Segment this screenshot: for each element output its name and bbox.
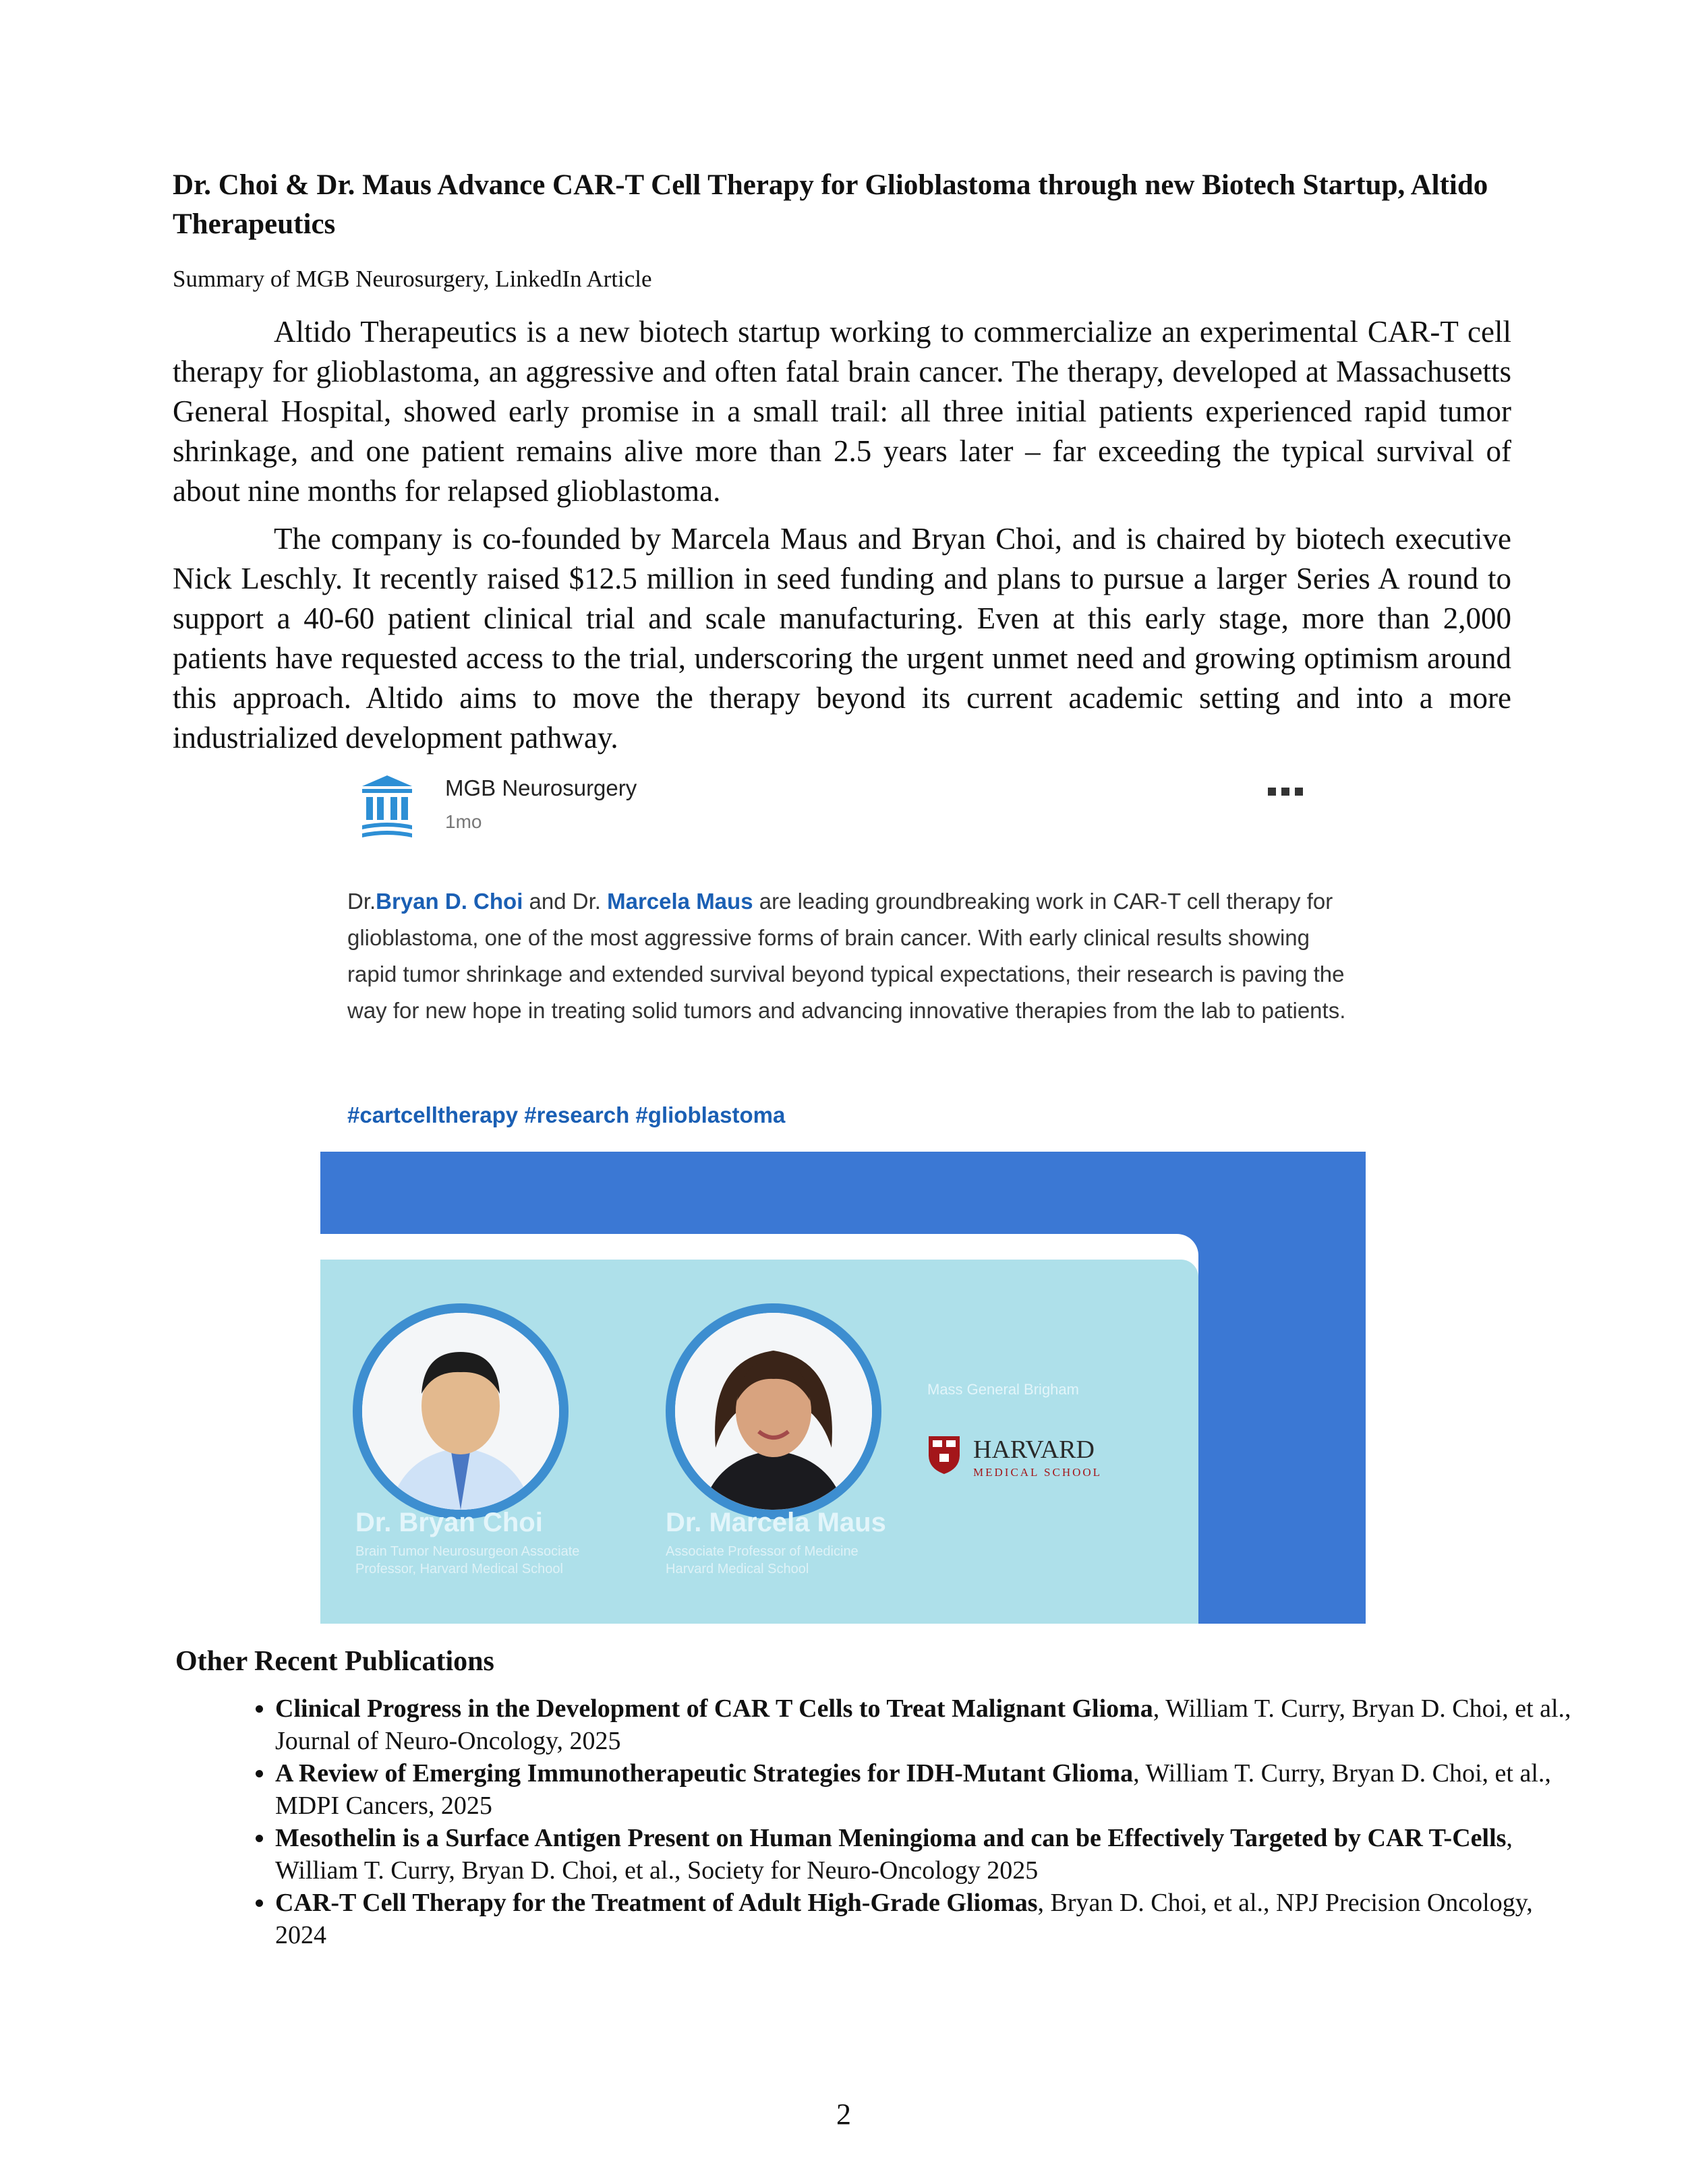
- post-text-prefix: Dr.: [347, 889, 376, 914]
- post-image[interactable]: [320, 1152, 1366, 1624]
- article-paragraph-2: The company is co-founded by Marcela Maus and Bryan Choi, and is chaired by biotech executive Nick Leschly. It recently raised $12.5 million in seed funding and plans to pursue a larger Series A round to support a 40-60 patient clinical trial and scale manufacturing. Even at this early stage, more than 2,000 patients have requested access to the trial, underscoring the urgent unmet need and growing optimism around this approach. Altido aims to move the therapy beyond its current academic setting and into a more industrialized development pathway.: [173, 522, 1511, 755]
- mention-marcela-maus[interactable]: Marcela Maus: [607, 889, 753, 914]
- post-text-mid: and Dr.: [523, 889, 608, 914]
- building-columns-icon: [359, 774, 415, 842]
- person-role-choi: Brain Tumor Neurosurgeon Associate Professor, Harvard Medical School: [355, 1544, 580, 1576]
- article-subtitle: Summary of MGB Neurosurgery, LinkedIn Article: [173, 266, 652, 292]
- post-hashtags[interactable]: #cartcelltherapy #research #glioblastoma: [347, 1102, 786, 1127]
- publication-title: Mesothelin is a Surface Antigen Present on Human Meningioma and can be Effectively Targeted by CAR T-Cells: [275, 1824, 1507, 1852]
- harvard-name: HARVARD: [973, 1436, 1095, 1464]
- harvard-subtitle: MEDICAL SCHOOL: [973, 1466, 1103, 1479]
- post-author[interactable]: MGB Neurosurgery: [445, 775, 637, 800]
- publications-list: [216, 1692, 1577, 1951]
- publications-heading: Other Recent Publications: [175, 1646, 494, 1677]
- publication-details: , William T. Curry, Bryan D. Choi, et al., Journal of Neuro-Oncology, 2025: [275, 1694, 1571, 1755]
- person-name-choi: Dr. Bryan Choi: [355, 1508, 543, 1537]
- mention-bryan-choi[interactable]: Bryan D. Choi: [376, 889, 523, 914]
- more-options-icon[interactable]: [1268, 788, 1306, 797]
- publication-title: Clinical Progress in the Development of CAR T Cells to Treat Malignant Glioma: [275, 1694, 1153, 1723]
- list-item: [275, 1757, 1577, 1822]
- portrait-marcela-maus: [666, 1303, 881, 1519]
- article-title: Dr. Choi & Dr. Maus Advance CAR-T Cell Therapy for Glioblastoma through new Biotech Startup, Altido Therapeutics: [173, 169, 1488, 240]
- publication-title: CAR-T Cell Therapy for the Treatment of Adult High-Grade Gliomas: [275, 1889, 1038, 1917]
- list-item: [275, 1822, 1577, 1887]
- mass-general-brigham-logo: Mass General Brigham: [927, 1381, 1079, 1398]
- list-item: [275, 1887, 1577, 1951]
- person-role-maus: Associate Professor of Medicine Harvard Medical School: [666, 1544, 859, 1576]
- harvard-shield-icon: [927, 1435, 961, 1475]
- article-paragraph-1: Altido Therapeutics is a new biotech startup working to commercialize an experimental CAR-T cell therapy for glioblastoma, an aggressive and often fatal brain cancer. The therapy, developed at Massachusetts General Hospital, showed early promise in a small trail: all three initial patients experienced rapid tumor shrinkage, and one patient remains alive more than 2.5 years later – far exceeding the typical survival of about nine months for relapsed glioblastoma.: [173, 315, 1511, 508]
- portrait-bryan-choi: [353, 1303, 569, 1519]
- post-body: [347, 883, 1359, 1029]
- person-name-maus: Dr. Marcela Maus: [666, 1508, 886, 1537]
- post-timestamp: 1mo: [445, 811, 482, 832]
- publication-details: , William T. Curry, Bryan D. Choi, et al., Society for Neuro-Oncology 2025: [275, 1824, 1513, 1885]
- list-item: [275, 1692, 1577, 1757]
- publication-title: A Review of Emerging Immunotherapeutic Strategies for IDH-Mutant Glioma: [275, 1759, 1134, 1788]
- post-text-rest: are leading groundbreaking work in CAR-T cell therapy for glioblastoma, one of the most aggressive forms of brain cancer. With early clinical results showing rapid tumor shrinkage and extended survival beyond typical expectations, their research is paving the way for new hope in treating solid tumors and advancing innovative therapies from the lab to patients.: [347, 889, 1346, 1023]
- publication-details: , William T. Curry, Bryan D. Choi, et al., MDPI Cancers, 2025: [275, 1759, 1551, 1820]
- publication-details: , Bryan D. Choi, et al., NPJ Precision Oncology, 2024: [275, 1889, 1533, 1949]
- page-number: 2: [836, 2098, 851, 2131]
